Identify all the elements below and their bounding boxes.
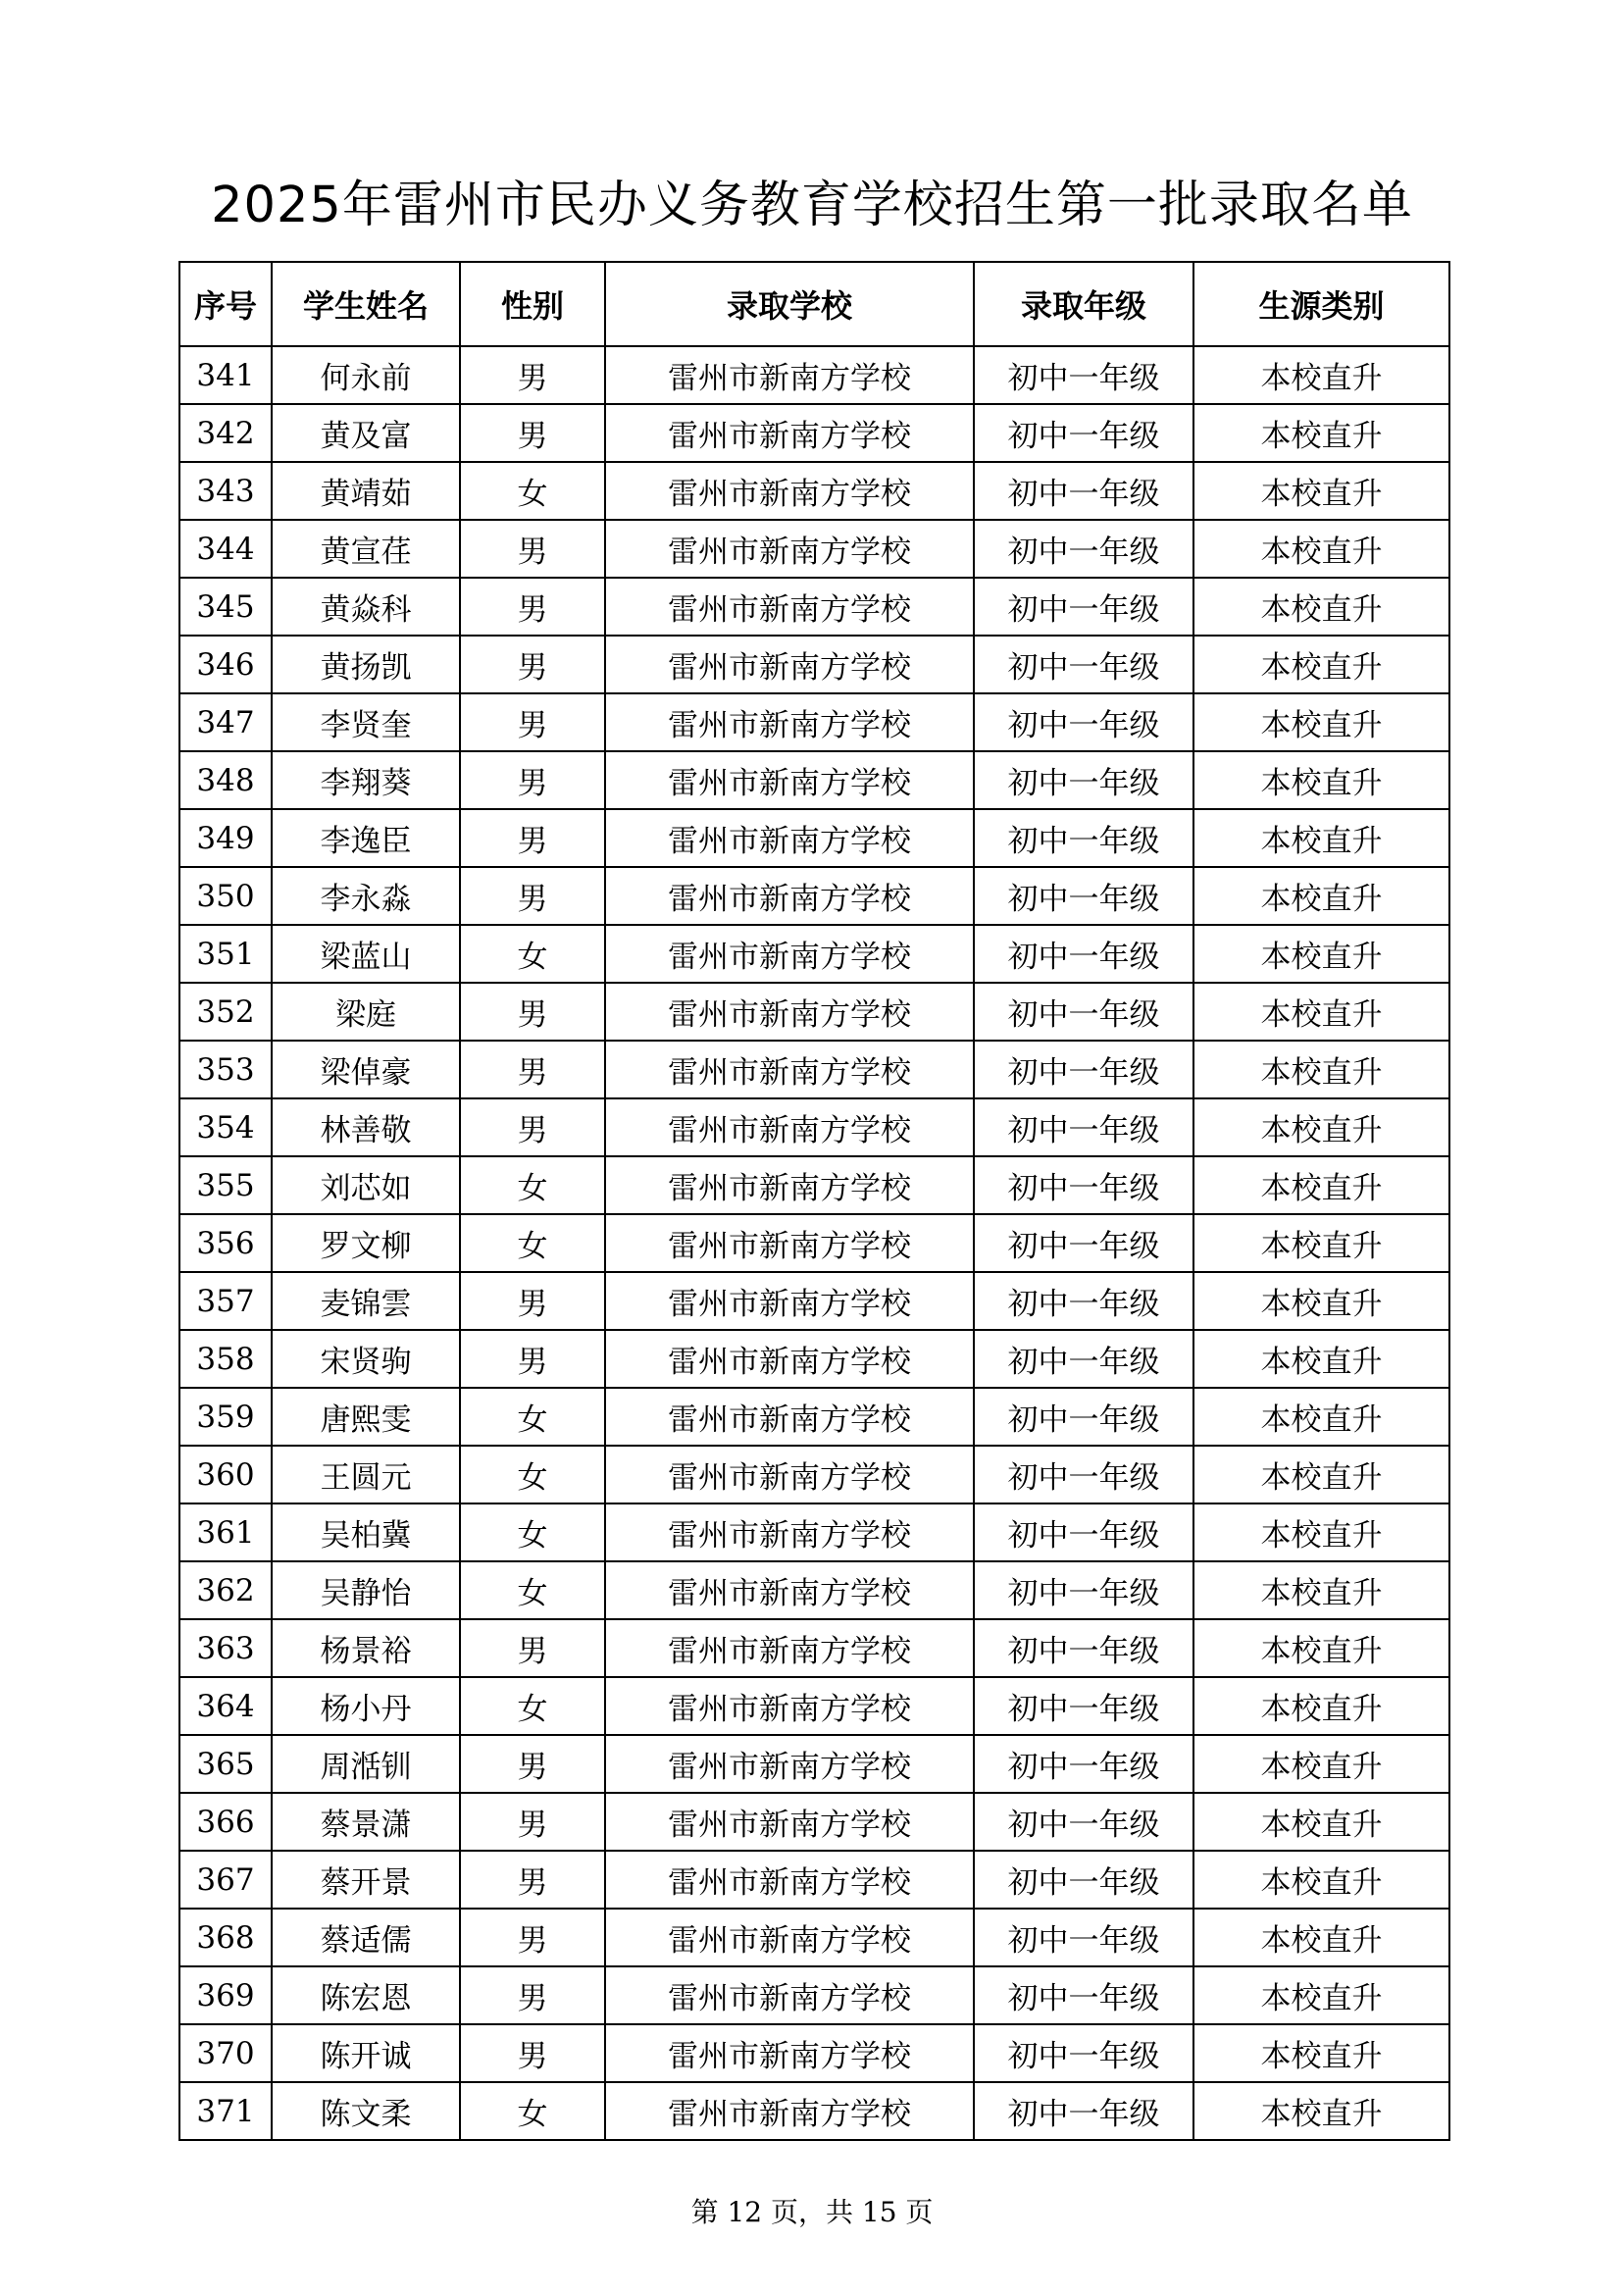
cell-gender: 女 — [460, 462, 605, 520]
cell-gender: 男 — [460, 1851, 605, 1909]
cell-student-name: 李永淼 — [272, 867, 460, 925]
cell-admitted-school: 雷州市新南方学校 — [605, 1619, 974, 1677]
cell-student-name: 周湉钏 — [272, 1735, 460, 1793]
cell-student-name: 黄靖茹 — [272, 462, 460, 520]
cell-gender: 男 — [460, 751, 605, 809]
cell-admitted-school: 雷州市新南方学校 — [605, 1909, 974, 1966]
cell-gender: 男 — [460, 1272, 605, 1330]
cell-gender: 男 — [460, 1793, 605, 1851]
cell-student-name: 唐熙雯 — [272, 1388, 460, 1446]
cell-source-category: 本校直升 — [1193, 520, 1449, 578]
cell-student-name: 黄扬凯 — [272, 636, 460, 693]
cell-admitted-school: 雷州市新南方学校 — [605, 867, 974, 925]
table-row — [179, 693, 1449, 751]
table-row — [179, 1561, 1449, 1619]
table-row — [179, 1446, 1449, 1503]
cell-admitted-grade: 初中一年级 — [974, 1446, 1193, 1503]
cell-admitted-school: 雷州市新南方学校 — [605, 636, 974, 693]
cell-serial-number: 351 — [179, 925, 272, 983]
cell-admitted-school: 雷州市新南方学校 — [605, 1735, 974, 1793]
cell-student-name: 蔡开景 — [272, 1851, 460, 1909]
cell-source-category: 本校直升 — [1193, 636, 1449, 693]
cell-student-name: 李逸臣 — [272, 809, 460, 867]
cell-admitted-school: 雷州市新南方学校 — [605, 1156, 974, 1214]
cell-gender: 男 — [460, 1098, 605, 1156]
cell-admitted-grade: 初中一年级 — [974, 867, 1193, 925]
cell-serial-number: 362 — [179, 1561, 272, 1619]
cell-source-category: 本校直升 — [1193, 867, 1449, 925]
cell-admitted-grade: 初中一年级 — [974, 636, 1193, 693]
cell-student-name: 杨小丹 — [272, 1677, 460, 1735]
cell-admitted-grade: 初中一年级 — [974, 1503, 1193, 1561]
cell-gender: 女 — [460, 1503, 605, 1561]
cell-admitted-school: 雷州市新南方学校 — [605, 1098, 974, 1156]
header-serial-number: 序号 — [179, 262, 272, 346]
cell-admitted-grade: 初中一年级 — [974, 1735, 1193, 1793]
cell-source-category: 本校直升 — [1193, 2024, 1449, 2082]
cell-serial-number: 350 — [179, 867, 272, 925]
cell-source-category: 本校直升 — [1193, 1793, 1449, 1851]
cell-serial-number: 352 — [179, 983, 272, 1041]
cell-student-name: 李贤奎 — [272, 693, 460, 751]
cell-gender: 男 — [460, 346, 605, 404]
cell-admitted-grade: 初中一年级 — [974, 809, 1193, 867]
cell-admitted-school: 雷州市新南方学校 — [605, 520, 974, 578]
table-row — [179, 925, 1449, 983]
cell-admitted-school: 雷州市新南方学校 — [605, 1561, 974, 1619]
header-source-category: 生源类别 — [1193, 262, 1449, 346]
cell-serial-number: 343 — [179, 462, 272, 520]
cell-source-category: 本校直升 — [1193, 1330, 1449, 1388]
table-row — [179, 1503, 1449, 1561]
cell-serial-number: 346 — [179, 636, 272, 693]
cell-source-category: 本校直升 — [1193, 2082, 1449, 2140]
cell-admitted-school: 雷州市新南方学校 — [605, 1214, 974, 1272]
cell-serial-number: 366 — [179, 1793, 272, 1851]
cell-serial-number: 364 — [179, 1677, 272, 1735]
cell-source-category: 本校直升 — [1193, 1214, 1449, 1272]
cell-source-category: 本校直升 — [1193, 1561, 1449, 1619]
cell-serial-number: 370 — [179, 2024, 272, 2082]
cell-admitted-grade: 初中一年级 — [974, 404, 1193, 462]
cell-admitted-grade: 初中一年级 — [974, 2024, 1193, 2082]
cell-gender: 男 — [460, 693, 605, 751]
table-row — [179, 578, 1449, 636]
cell-admitted-grade: 初中一年级 — [974, 1677, 1193, 1735]
cell-source-category: 本校直升 — [1193, 346, 1449, 404]
table-row — [179, 1272, 1449, 1330]
cell-student-name: 刘芯如 — [272, 1156, 460, 1214]
cell-serial-number: 369 — [179, 1966, 272, 2024]
cell-gender: 男 — [460, 1619, 605, 1677]
page-footer: 第 12 页，共 15 页 — [690, 2196, 934, 2228]
cell-admitted-grade: 初中一年级 — [974, 462, 1193, 520]
cell-serial-number: 353 — [179, 1041, 272, 1098]
cell-gender: 女 — [460, 1446, 605, 1503]
cell-gender: 男 — [460, 2024, 605, 2082]
cell-student-name: 黄焱科 — [272, 578, 460, 636]
cell-admitted-grade: 初中一年级 — [974, 983, 1193, 1041]
cell-admitted-grade: 初中一年级 — [974, 1156, 1193, 1214]
cell-admitted-school: 雷州市新南方学校 — [605, 1041, 974, 1098]
cell-gender: 男 — [460, 1330, 605, 1388]
cell-student-name: 陈文柔 — [272, 2082, 460, 2140]
cell-admitted-grade: 初中一年级 — [974, 1619, 1193, 1677]
cell-gender: 男 — [460, 1966, 605, 2024]
cell-gender: 男 — [460, 520, 605, 578]
cell-admitted-grade: 初中一年级 — [974, 1272, 1193, 1330]
table-row — [179, 809, 1449, 867]
cell-serial-number: 358 — [179, 1330, 272, 1388]
cell-gender: 男 — [460, 1909, 605, 1966]
cell-admitted-school: 雷州市新南方学校 — [605, 983, 974, 1041]
header-admitted-school: 录取学校 — [605, 262, 974, 346]
cell-serial-number: 344 — [179, 520, 272, 578]
cell-admitted-grade: 初中一年级 — [974, 1214, 1193, 1272]
cell-admitted-grade: 初中一年级 — [974, 1388, 1193, 1446]
cell-admitted-grade: 初中一年级 — [974, 346, 1193, 404]
cell-serial-number: 356 — [179, 1214, 272, 1272]
table-row — [179, 983, 1449, 1041]
cell-serial-number: 342 — [179, 404, 272, 462]
cell-gender: 男 — [460, 1735, 605, 1793]
cell-serial-number: 365 — [179, 1735, 272, 1793]
cell-admitted-school: 雷州市新南方学校 — [605, 809, 974, 867]
cell-source-category: 本校直升 — [1193, 1677, 1449, 1735]
cell-student-name: 陈宏恩 — [272, 1966, 460, 2024]
cell-admitted-school: 雷州市新南方学校 — [605, 1388, 974, 1446]
cell-serial-number: 349 — [179, 809, 272, 867]
table-row — [179, 2082, 1449, 2140]
cell-gender: 男 — [460, 636, 605, 693]
cell-serial-number: 368 — [179, 1909, 272, 1966]
cell-student-name: 王圆元 — [272, 1446, 460, 1503]
cell-serial-number: 347 — [179, 693, 272, 751]
header-student-name: 学生姓名 — [272, 262, 460, 346]
cell-serial-number: 348 — [179, 751, 272, 809]
cell-gender: 男 — [460, 404, 605, 462]
cell-gender: 男 — [460, 983, 605, 1041]
cell-admitted-grade: 初中一年级 — [974, 1851, 1193, 1909]
cell-student-name: 宋贤驹 — [272, 1330, 460, 1388]
cell-student-name: 麦锦雲 — [272, 1272, 460, 1330]
table-row — [179, 1098, 1449, 1156]
cell-student-name: 吴柏冀 — [272, 1503, 460, 1561]
cell-source-category: 本校直升 — [1193, 578, 1449, 636]
cell-admitted-grade: 初中一年级 — [974, 751, 1193, 809]
cell-admitted-grade: 初中一年级 — [974, 2082, 1193, 2140]
cell-admitted-grade: 初中一年级 — [974, 1966, 1193, 2024]
table-row — [179, 1041, 1449, 1098]
cell-source-category: 本校直升 — [1193, 693, 1449, 751]
cell-source-category: 本校直升 — [1193, 404, 1449, 462]
cell-admitted-grade: 初中一年级 — [974, 578, 1193, 636]
cell-source-category: 本校直升 — [1193, 462, 1449, 520]
table-row — [179, 751, 1449, 809]
document-title: 2025年雷州市民办义务教育学校招生第一批录取名单 — [211, 177, 1413, 234]
cell-admitted-grade: 初中一年级 — [974, 925, 1193, 983]
cell-gender: 男 — [460, 809, 605, 867]
cell-student-name: 梁庭 — [272, 983, 460, 1041]
cell-admitted-school: 雷州市新南方学校 — [605, 1272, 974, 1330]
cell-source-category: 本校直升 — [1193, 1156, 1449, 1214]
cell-student-name: 蔡景潇 — [272, 1793, 460, 1851]
cell-admitted-school: 雷州市新南方学校 — [605, 1330, 974, 1388]
cell-student-name: 杨景裕 — [272, 1619, 460, 1677]
cell-student-name: 陈开诚 — [272, 2024, 460, 2082]
cell-source-category: 本校直升 — [1193, 925, 1449, 983]
cell-gender: 女 — [460, 1214, 605, 1272]
table-row — [179, 1156, 1449, 1214]
cell-student-name: 蔡适儒 — [272, 1909, 460, 1966]
table-row — [179, 2024, 1449, 2082]
table-row — [179, 346, 1449, 404]
table-row — [179, 1330, 1449, 1388]
cell-admitted-school: 雷州市新南方学校 — [605, 346, 974, 404]
table-row — [179, 404, 1449, 462]
cell-student-name: 梁蓝山 — [272, 925, 460, 983]
cell-student-name: 何永前 — [272, 346, 460, 404]
cell-serial-number: 354 — [179, 1098, 272, 1156]
cell-source-category: 本校直升 — [1193, 1909, 1449, 1966]
cell-gender: 女 — [460, 925, 605, 983]
cell-gender: 女 — [460, 1156, 605, 1214]
table-row — [179, 867, 1449, 925]
cell-serial-number: 357 — [179, 1272, 272, 1330]
cell-serial-number: 355 — [179, 1156, 272, 1214]
cell-admitted-school: 雷州市新南方学校 — [605, 693, 974, 751]
cell-source-category: 本校直升 — [1193, 1388, 1449, 1446]
cell-admitted-school: 雷州市新南方学校 — [605, 462, 974, 520]
cell-source-category: 本校直升 — [1193, 983, 1449, 1041]
table-row — [179, 1677, 1449, 1735]
cell-serial-number: 360 — [179, 1446, 272, 1503]
cell-admitted-grade: 初中一年级 — [974, 1909, 1193, 1966]
table-row — [179, 1619, 1449, 1677]
table-header-row — [179, 262, 1449, 346]
cell-admitted-school: 雷州市新南方学校 — [605, 1503, 974, 1561]
cell-admitted-school: 雷州市新南方学校 — [605, 2082, 974, 2140]
cell-admitted-grade: 初中一年级 — [974, 1793, 1193, 1851]
cell-student-name: 林善敬 — [272, 1098, 460, 1156]
cell-admitted-school: 雷州市新南方学校 — [605, 1677, 974, 1735]
table-row — [179, 520, 1449, 578]
cell-student-name: 李翔葵 — [272, 751, 460, 809]
cell-serial-number: 359 — [179, 1388, 272, 1446]
table-row — [179, 636, 1449, 693]
cell-admitted-grade: 初中一年级 — [974, 1330, 1193, 1388]
table-row — [179, 462, 1449, 520]
cell-source-category: 本校直升 — [1193, 809, 1449, 867]
cell-serial-number: 363 — [179, 1619, 272, 1677]
cell-admitted-school: 雷州市新南方学校 — [605, 1966, 974, 2024]
header-gender: 性别 — [460, 262, 605, 346]
table-row — [179, 1851, 1449, 1909]
cell-student-name: 黄及富 — [272, 404, 460, 462]
cell-admitted-school: 雷州市新南方学校 — [605, 578, 974, 636]
cell-admitted-grade: 初中一年级 — [974, 1098, 1193, 1156]
cell-student-name: 吴静怡 — [272, 1561, 460, 1619]
cell-admitted-school: 雷州市新南方学校 — [605, 925, 974, 983]
cell-gender: 女 — [460, 1561, 605, 1619]
cell-admitted-school: 雷州市新南方学校 — [605, 1793, 974, 1851]
cell-admitted-grade: 初中一年级 — [974, 1561, 1193, 1619]
cell-admitted-school: 雷州市新南方学校 — [605, 2024, 974, 2082]
cell-gender: 男 — [460, 1041, 605, 1098]
table-row — [179, 1909, 1449, 1966]
cell-source-category: 本校直升 — [1193, 1272, 1449, 1330]
cell-admitted-school: 雷州市新南方学校 — [605, 751, 974, 809]
cell-source-category: 本校直升 — [1193, 1619, 1449, 1677]
cell-student-name: 梁倬豪 — [272, 1041, 460, 1098]
header-admitted-grade: 录取年级 — [974, 262, 1193, 346]
cell-source-category: 本校直升 — [1193, 1851, 1449, 1909]
cell-admitted-grade: 初中一年级 — [974, 1041, 1193, 1098]
cell-source-category: 本校直升 — [1193, 1735, 1449, 1793]
table-row — [179, 1966, 1449, 2024]
cell-admitted-school: 雷州市新南方学校 — [605, 404, 974, 462]
cell-source-category: 本校直升 — [1193, 751, 1449, 809]
cell-admitted-grade: 初中一年级 — [974, 520, 1193, 578]
cell-source-category: 本校直升 — [1193, 1446, 1449, 1503]
cell-source-category: 本校直升 — [1193, 1098, 1449, 1156]
admission-table — [178, 261, 1450, 2141]
cell-gender: 男 — [460, 867, 605, 925]
cell-student-name: 黄宣荏 — [272, 520, 460, 578]
cell-gender: 女 — [460, 2082, 605, 2140]
table-row — [179, 1735, 1449, 1793]
table-body — [179, 346, 1449, 2140]
table-row — [179, 1388, 1449, 1446]
cell-admitted-school: 雷州市新南方学校 — [605, 1851, 974, 1909]
cell-admitted-school: 雷州市新南方学校 — [605, 1446, 974, 1503]
table-row — [179, 1793, 1449, 1851]
cell-source-category: 本校直升 — [1193, 1041, 1449, 1098]
cell-serial-number: 341 — [179, 346, 272, 404]
table-row — [179, 1214, 1449, 1272]
cell-admitted-grade: 初中一年级 — [974, 693, 1193, 751]
cell-serial-number: 367 — [179, 1851, 272, 1909]
cell-gender: 女 — [460, 1677, 605, 1735]
cell-student-name: 罗文柳 — [272, 1214, 460, 1272]
cell-source-category: 本校直升 — [1193, 1503, 1449, 1561]
cell-gender: 男 — [460, 578, 605, 636]
cell-source-category: 本校直升 — [1193, 1966, 1449, 2024]
cell-serial-number: 345 — [179, 578, 272, 636]
cell-serial-number: 371 — [179, 2082, 272, 2140]
cell-serial-number: 361 — [179, 1503, 272, 1561]
cell-gender: 女 — [460, 1388, 605, 1446]
